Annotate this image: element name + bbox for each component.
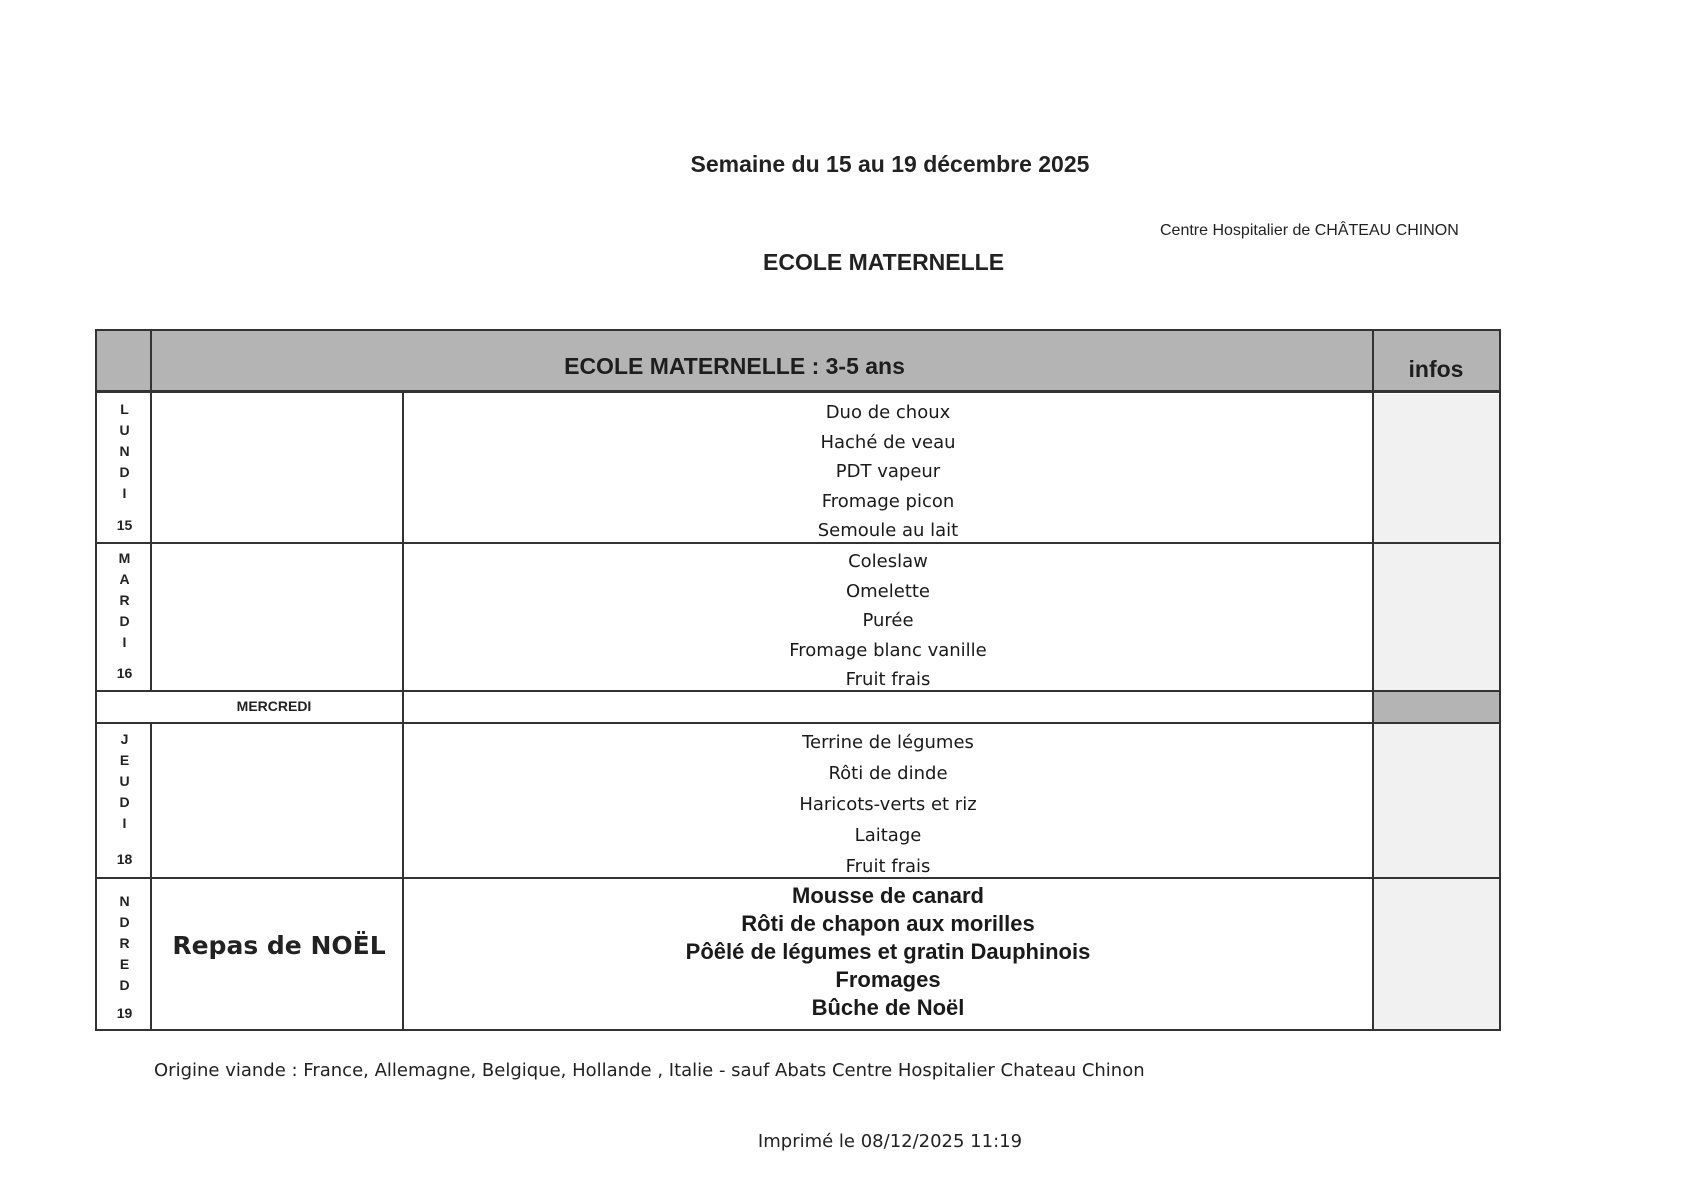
infos-cell (1374, 879, 1499, 1029)
menu-item: Pôêlé de légumes et gratin Dauphinois (685, 939, 1091, 964)
menu-item: Terrine de légumes (802, 732, 974, 753)
menu-item: Duo de choux (825, 402, 951, 423)
day-letters-vendredi: N D R E D (119, 893, 130, 993)
menu-item: Laitage (854, 825, 922, 846)
printed-timestamp: Imprimé le 08/12/2025 11:19 (757, 1131, 1023, 1152)
menu-item: Mousse de canard (792, 883, 984, 908)
menu-lundi (403, 398, 1373, 546)
day-letters-jeudi: J E U D I (119, 731, 130, 831)
special-meal-label: Repas de NOËL (172, 931, 386, 960)
menu-item: Fromage picon (821, 490, 955, 512)
menu-item: Omelette (845, 580, 931, 602)
row-divider (97, 722, 1499, 724)
menu-item: Fromages (835, 967, 941, 992)
menu-item: PDT vapeur (835, 461, 941, 482)
day-number-vendredi: 19 (116, 1005, 133, 1021)
menu-mardi (403, 547, 1373, 695)
infos-cell (1374, 544, 1499, 690)
day-number-lundi: 15 (116, 517, 133, 533)
menu-table (95, 329, 1501, 1031)
menu-item: Rôti de chapon aux morilles (741, 911, 1035, 936)
day-number-mardi: 16 (116, 665, 133, 681)
menu-item: Purée (862, 610, 914, 631)
infos-cell-closed (1374, 692, 1499, 722)
institution-name: Centre Hospitalier de CHÂTEAU CHINON (1160, 222, 1459, 239)
menu-item: Coleslaw (848, 551, 928, 572)
document-subtitle: ECOLE MATERNELLE (763, 249, 1005, 275)
menu-item: Rôti de dinde (828, 763, 948, 784)
document-title: Semaine du 15 au 19 décembre 2025 (690, 151, 1090, 177)
menu-item: Bûche de Noël (811, 995, 965, 1020)
menu-jeudi (403, 727, 1373, 882)
table-title: ECOLE MATERNELLE : 3-5 ans (564, 353, 905, 379)
day-letters-mardi: M A R D I (118, 550, 131, 650)
meat-origin-note: Origine viande : France, Allemagne, Belgique, Hollande , Italie - sauf Abats Centre Hospitalier Chateau Chinon (154, 1060, 1145, 1081)
menu-item: Haricots-verts et riz (799, 794, 977, 815)
day-label-mercredi: MERCREDI (236, 698, 312, 714)
day-number-jeudi: 18 (116, 851, 133, 867)
day-letters-lundi: L U N D I (119, 401, 130, 501)
infos-header: infos (1408, 356, 1464, 382)
menu-item: Fromage blanc vanille (789, 639, 987, 661)
menu-item: Semoule au lait (817, 520, 959, 541)
infos-cell (1374, 394, 1499, 542)
infos-cell (1374, 724, 1499, 877)
menu-item: Fruit frais (845, 856, 931, 877)
menu-item: Haché de veau (820, 431, 956, 453)
menu-item: Fruit frais (845, 669, 931, 690)
menu-vendredi (403, 882, 1373, 1022)
